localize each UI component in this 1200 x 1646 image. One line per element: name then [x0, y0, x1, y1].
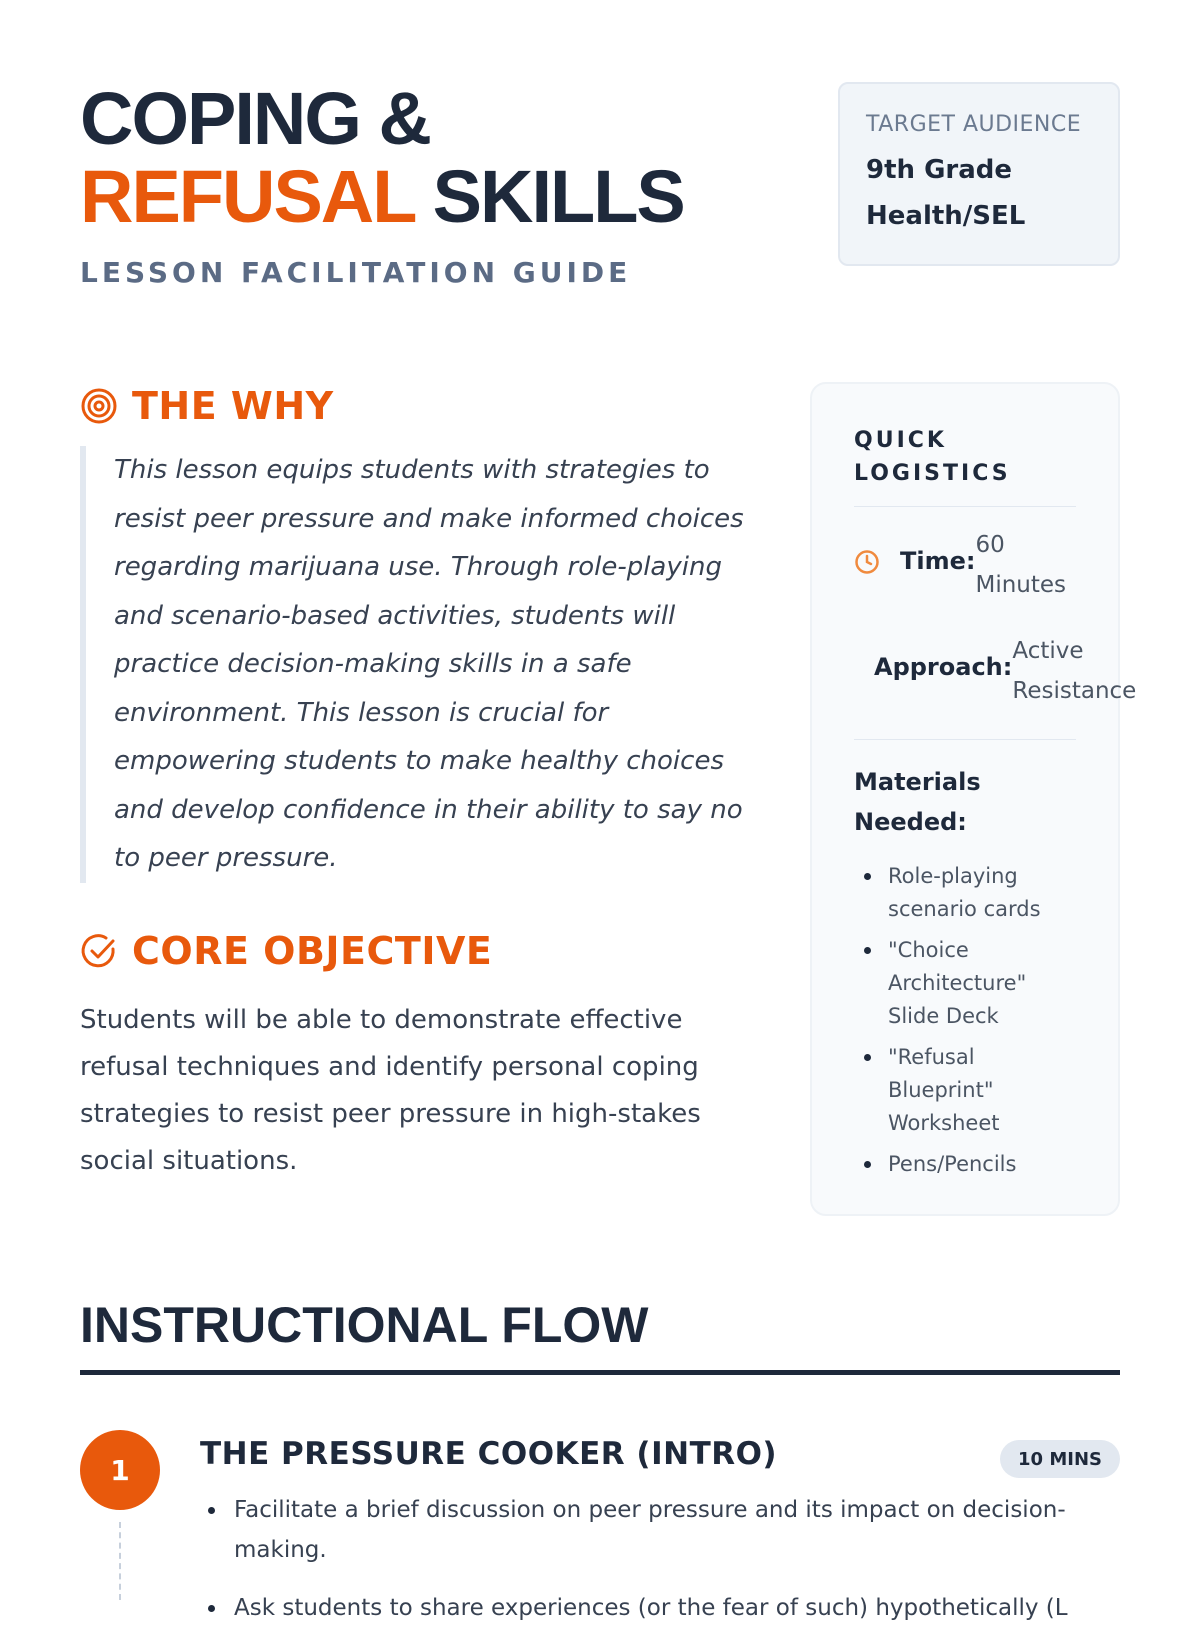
title-line-2 [80, 155, 780, 238]
logistics-approach-row [874, 631, 1137, 711]
objective-text: Students will be able to demonstrate effective refusal techniques and identify personal coping strategies to resist peer pressure in high-stakes social situations. [80, 1005, 701, 1176]
audience-value-line-1: 9th Grade [866, 155, 1013, 185]
materials-item: "Choice Architecture" Slide Deck [854, 934, 1076, 1033]
time-value [975, 525, 1066, 605]
title-accent-word: REFUSAL [80, 155, 415, 238]
logistics-time-row [854, 525, 1076, 605]
objective-heading-label: CORE OBJECTIVE [132, 929, 493, 973]
step-item: Ask students to share experiences (or the fear of such) hypothetically (L [200, 1588, 1120, 1628]
clock-icon [854, 549, 880, 579]
logistics-divider-2 [854, 739, 1076, 740]
approach-value [1012, 631, 1136, 711]
flow-divider [80, 1370, 1120, 1375]
why-heading [80, 384, 334, 428]
step-title: THE PRESSURE COOKER (INTRO) [200, 1436, 778, 1472]
materials-item: Role-playing scenario cards [854, 860, 1076, 926]
page-subtitle: LESSON FACILITATION GUIDE [80, 256, 632, 289]
quick-logistics-panel [810, 382, 1137, 1216]
target-icon [80, 387, 118, 425]
lesson-title [80, 77, 780, 289]
step-number-badge: 1 [80, 1430, 160, 1510]
time-value-line-2: Minutes [975, 572, 1067, 598]
audience-value [866, 147, 1092, 239]
step-items-list [200, 1490, 1120, 1646]
title-line-1: COPING & [80, 77, 430, 160]
check-circle-icon [80, 932, 118, 970]
step-connector-line [119, 1522, 121, 1600]
why-heading-label: THE WHY [132, 384, 334, 428]
objective-heading [80, 929, 492, 973]
step-duration-badge: 10 MINS [1000, 1440, 1120, 1478]
materials-list [854, 860, 1076, 1181]
audience-value-line-2: Health/SEL [866, 201, 1026, 231]
approach-label: Approach: [874, 653, 1013, 681]
logistics-title: QUICK LOGISTICS [854, 428, 1011, 486]
time-label: Time: [900, 547, 976, 575]
title-rest-word: SKILLS [432, 155, 684, 238]
time-value-line-1: 60 [975, 532, 1005, 558]
why-quote: This lesson equips students with strategies to resist peer pressure and make informed choices regarding marijuana use. Through role-playing and scenario-based activities, students will practice decision-making skills in a safe environment. This lesson is crucial for empowering students to make healthy choices and develop confidence in their ability to say no to peer pressure. [80, 446, 770, 883]
audience-label: TARGET AUDIENCE [866, 112, 1082, 137]
approach-value-line-2: Resistance [1012, 678, 1137, 704]
approach-value-line-1: Active [1012, 638, 1084, 664]
target-audience-card [838, 82, 1120, 266]
materials-item: Pens/Pencils [854, 1148, 1076, 1181]
materials-item: "Refusal Blueprint" Worksheet [854, 1041, 1076, 1140]
step-item: Facilitate a brief discussion on peer pressure and its impact on decision-making. [200, 1490, 1120, 1570]
instructional-flow-title: INSTRUCTIONAL FLOW [80, 1297, 649, 1353]
materials-title: Materials Needed: [854, 768, 981, 836]
logistics-divider [854, 506, 1076, 507]
